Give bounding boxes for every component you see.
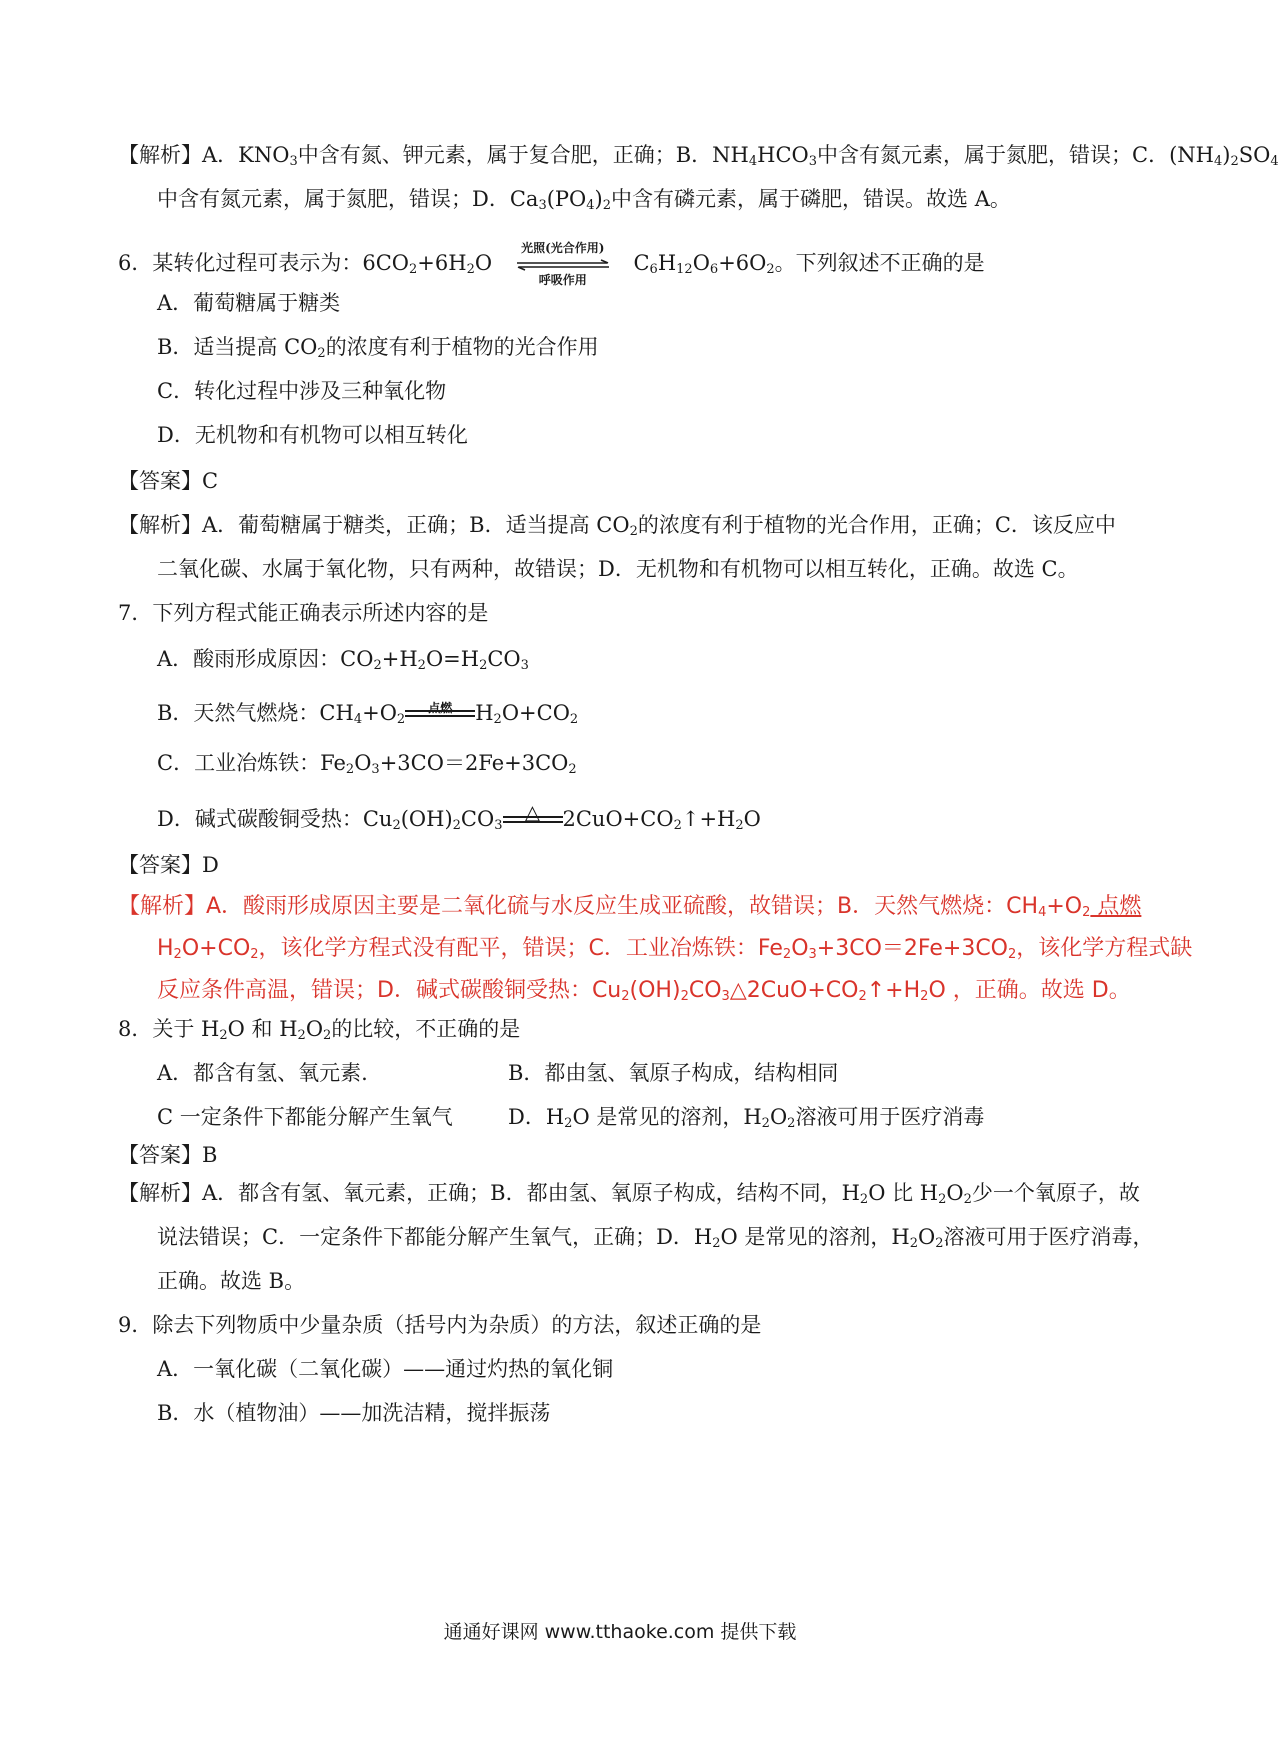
q7-explanation-line3: 反应条件高温，错误；D．碱式碳酸铜受热：$Cu_2(OH)_2CO_3\triangle 2CuO+CO_2↑+H_2O$ ，正确。故选 D。 — [157, 978, 1131, 1004]
page-footer: 通通好课网 www.tthaoke.com 提供下载 — [443, 1621, 797, 1643]
q8-explanation-line3: 正确。故选 B。 — [157, 1269, 306, 1293]
reaction-condition-ignite: 点燃 — [405, 698, 475, 728]
q6-option-d: D．无机物和有机物可以相互转化 — [157, 423, 468, 447]
q8-option-d: D．$H_2O$ 是常见的溶剂，$H_2O_2$溶液可用于医疗消毒 — [508, 1105, 985, 1131]
q8-option-b: B．都由氢、氧原子构成，结构相同 — [508, 1061, 839, 1085]
q8-option-a: A．都含有氢、氧元素. — [157, 1061, 368, 1085]
q7-option-b: B．天然气燃烧：$CH_4+O_2$ 点燃 $H_2O+CO_2$ — [157, 698, 578, 728]
q9-option-a: A．一氧化碳（二氧化碳）——通过灼热的氧化铜 — [157, 1357, 614, 1381]
q7-explanation-line2: $H_2O+CO_2$，该化学方程式没有配平，错误；C．工业冶炼铁：$Fe_2O_3+3CO=2Fe+3CO_2$，该化学方程式缺 — [157, 936, 1193, 962]
q7-option-c: C．工业冶炼铁：$Fe_2O_3+3CO=2Fe+3CO_2$ — [157, 751, 577, 777]
q9-stem: 9．除去下列物质中少量杂质（括号内为杂质）的方法，叙述正确的是 — [118, 1313, 762, 1337]
q8-answer: 【答案】B — [118, 1143, 218, 1167]
q5-explanation-line1: 【解析】A．$KNO_3$中含有氮、钾元素，属于复合肥，正确；B．$NH_4HCO_3$中含有氮元素，属于氮肥，错误；C．$(NH_4)_2SO_4$ — [118, 143, 1279, 169]
q6-answer: 【答案】C — [118, 469, 219, 493]
q6-option-b: B．适当提高 $CO_2$的浓度有利于植物的光合作用 — [157, 335, 599, 361]
q8-explanation-line2: 说法错误；C．一定条件下都能分解产生氧气，正确；D．$H_2O$ 是常见的溶剂，$H_2O_2$溶液可用于医疗消毒， — [157, 1225, 1154, 1251]
q6-option-a: A．葡萄糖属于糖类 — [157, 291, 341, 315]
q6-explanation-line1: 【解析】A．葡萄糖属于糖类，正确；B．适当提高 $CO_2$的浓度有利于植物的光合作用，正确；C．该反应中 — [118, 513, 1116, 539]
double-line — [503, 814, 563, 824]
q7-stem: 7．下列方程式能正确表示所述内容的是 — [118, 601, 489, 625]
reversible-arrow: 光照(光合作用) 呼吸作用 — [515, 260, 611, 270]
q6-stem: 6．某转化过程可表示为：$6CO_2+6H_2O$ 光照(光合作用) 呼吸作用 $C_6H_{12}O_6+6O_2$。下列叙述不正确的是 — [118, 241, 985, 287]
q7-explanation-line1: 【解析】A．酸雨形成原因主要是二氧化硫与水反应生成亚硫酸，故错误；B．天然气燃烧：$CH_4+O_2$ 点燃 — [118, 894, 1142, 920]
arrow-icon — [515, 260, 611, 270]
q5-explanation-line2: 中含有氮元素，属于氮肥，错误；D．$Ca_3(PO_4)_2$中含有磷元素，属于磷肥，错误。故选 A。 — [157, 187, 1011, 213]
q7-option-a: A．酸雨形成原因：$CO_2+H_2O=H_2CO_3$ — [157, 647, 529, 673]
q6-explanation-line2: 二氧化碳、水属于氧化物，只有两种，故错误；D．无机物和有机物可以相互转化，正确。故选 C。 — [157, 557, 1079, 581]
q6-option-c: C．转化过程中涉及三种氧化物 — [157, 379, 447, 403]
reaction-condition-heat: △ — [503, 804, 563, 834]
q8-explanation-line1: 【解析】A．都含有氢、氧元素，正确；B．都由氢、氧原子构成，结构不同，$H_2O$ 比 $H_2O_2$少一个氧原子，故 — [118, 1181, 1140, 1207]
double-line — [405, 708, 475, 718]
q7-answer: 【答案】D — [118, 853, 219, 877]
q7-option-d: D．碱式碳酸铜受热：$Cu_2(OH)_2CO_3$ △ $2CuO+CO_2↑+H_2O$ — [157, 800, 761, 833]
q9-option-b: B．水（植物油）——加洗洁精，搅拌振荡 — [157, 1401, 551, 1425]
q8-option-c: C 一定条件下都能分解产生氧气 — [157, 1105, 453, 1129]
q8-stem: 8．关于 $H_2O$ 和 $H_2O_2$的比较，不正确的是 — [118, 1017, 521, 1043]
